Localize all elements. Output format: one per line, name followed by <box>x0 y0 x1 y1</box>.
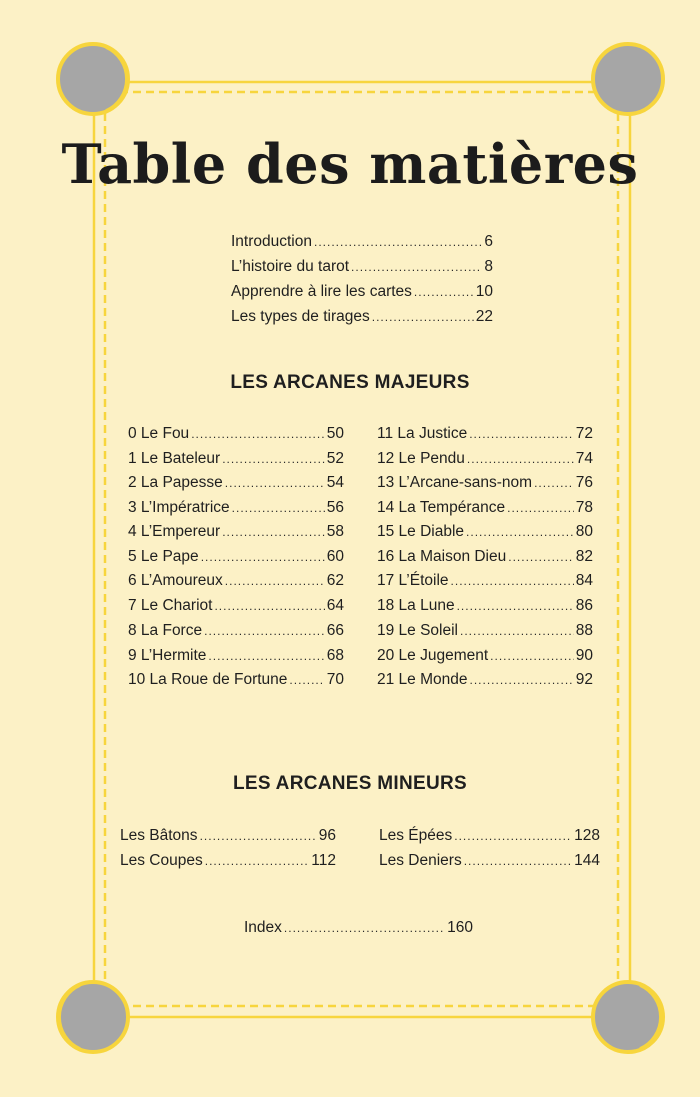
entry-page: 54 <box>326 474 344 491</box>
leader-dots <box>204 621 325 641</box>
moon-icon-bottom-right <box>593 982 663 1052</box>
leader-dots <box>191 424 325 444</box>
toc-entry-index[interactable] <box>244 918 473 938</box>
entry-label: 8 La Force <box>128 622 203 639</box>
entry-label: 0 Le Fou <box>128 425 190 442</box>
entry-label: 6 L’Amoureux <box>128 572 223 589</box>
entry-label: 4 L’Empereur <box>128 523 221 540</box>
entry-label: Introduction <box>231 233 312 250</box>
entry-page: 22 <box>475 308 493 325</box>
toc-entry-majeur[interactable] <box>377 522 593 542</box>
moon-icon-top-left <box>58 44 128 114</box>
toc-entry-majeur[interactable] <box>377 670 593 690</box>
toc-entry-majeur[interactable] <box>128 473 344 493</box>
entry-label: 12 Le Pendu <box>377 450 465 467</box>
leader-dots <box>469 424 574 444</box>
leader-dots <box>534 473 574 493</box>
toc-entry-majeur[interactable] <box>128 670 344 690</box>
entry-page: 50 <box>326 425 344 442</box>
section-heading-mineurs: LES ARCANES MINEURS <box>232 773 468 794</box>
entry-label: Les Bâtons <box>120 827 198 844</box>
toc-entry-majeur[interactable] <box>128 621 344 641</box>
toc-entry-majeur[interactable] <box>128 646 344 666</box>
entry-page: 62 <box>326 572 344 589</box>
leader-dots <box>222 522 325 542</box>
entry-page: 10 <box>475 283 493 300</box>
page-title: Table des matières <box>61 132 639 196</box>
entry-label: 11 La Justice <box>377 425 468 442</box>
entry-page: 92 <box>575 671 593 688</box>
leader-dots <box>225 473 325 493</box>
entry-page: 76 <box>575 474 593 491</box>
leader-dots <box>208 646 324 666</box>
toc-entry-histoire[interactable] <box>231 257 493 277</box>
entry-label: 3 L’Impératrice <box>128 499 230 516</box>
toc-entry-majeur[interactable] <box>128 424 344 444</box>
toc-entry-majeur[interactable] <box>377 571 593 591</box>
entry-page: 88 <box>575 622 593 639</box>
leader-dots <box>289 670 324 690</box>
entry-label: 14 La Tempérance <box>377 499 506 516</box>
leader-dots <box>507 498 574 518</box>
entry-page: 66 <box>326 622 344 639</box>
entry-label: 2 La Papesse <box>128 474 223 491</box>
toc-entry-introduction[interactable] <box>231 232 493 252</box>
leader-dots <box>214 596 324 616</box>
entry-page: 96 <box>318 827 336 844</box>
entry-label: 19 Le Soleil <box>377 622 459 639</box>
toc-entry-majeur[interactable] <box>377 547 593 567</box>
leader-dots <box>460 621 574 641</box>
entry-label: Les types de tirages <box>231 308 370 325</box>
leader-dots <box>205 851 310 871</box>
leader-dots <box>470 670 574 690</box>
leader-dots <box>351 257 482 277</box>
toc-entry-majeur[interactable] <box>128 449 344 469</box>
entry-page: 144 <box>574 852 600 869</box>
leader-dots <box>454 826 572 846</box>
toc-entry-majeur[interactable] <box>377 424 593 444</box>
section-heading-majeurs: LES ARCANES MAJEURS <box>230 372 470 393</box>
entry-page: 128 <box>574 827 600 844</box>
entry-label: 7 Le Chariot <box>128 597 213 614</box>
leader-dots <box>414 282 474 302</box>
entry-label: Les Épées <box>379 827 453 844</box>
entry-page: 82 <box>575 548 593 565</box>
toc-entry-mineur[interactable] <box>120 826 336 846</box>
toc-entry-mineur[interactable] <box>379 851 600 871</box>
leader-dots <box>467 449 574 469</box>
leader-dots <box>222 449 325 469</box>
entry-label: 9 L’Hermite <box>128 647 207 664</box>
leader-dots <box>451 571 574 591</box>
toc-entry-majeur[interactable] <box>128 498 344 518</box>
entry-page: 68 <box>326 647 344 664</box>
toc-entry-majeur[interactable] <box>377 498 593 518</box>
leader-dots <box>508 547 574 567</box>
entry-page: 60 <box>326 548 344 565</box>
toc-entry-apprendre[interactable] <box>231 282 493 302</box>
moon-icon-bottom-left <box>58 982 128 1052</box>
entry-label: Les Deniers <box>379 852 462 869</box>
entry-label: Index <box>244 919 282 936</box>
entry-label: L’histoire du tarot <box>231 258 350 275</box>
entry-page: 56 <box>326 499 344 516</box>
entry-label: Apprendre à lire les cartes <box>231 283 412 300</box>
entry-page: 64 <box>326 597 344 614</box>
entry-label: 20 Le Jugement <box>377 647 489 664</box>
leader-dots <box>372 307 474 327</box>
entry-label: 10 La Roue de Fortune <box>128 671 288 688</box>
entry-label: 1 Le Bateleur <box>128 450 221 467</box>
leader-dots <box>457 596 574 616</box>
entry-label: 17 L’Étoile <box>377 572 449 589</box>
toc-entry-mineur[interactable] <box>120 851 336 871</box>
leader-dots <box>200 826 317 846</box>
entry-label: 5 Le Pape <box>128 548 199 565</box>
leader-dots <box>232 498 325 518</box>
entry-label: 13 L’Arcane-sans-nom <box>377 474 533 491</box>
leader-dots <box>466 522 574 542</box>
entry-label: Les Coupes <box>120 852 203 869</box>
leader-dots <box>225 571 325 591</box>
entry-page: 8 <box>484 258 493 275</box>
toc-entry-majeur[interactable] <box>377 473 593 493</box>
leader-dots <box>201 547 325 567</box>
toc-entry-majeur[interactable] <box>128 547 344 567</box>
moon-icon-top-right <box>593 44 663 114</box>
entry-page: 6 <box>484 233 493 250</box>
leader-dots <box>464 851 572 871</box>
entry-page: 78 <box>575 499 593 516</box>
entry-label: 21 Le Monde <box>377 671 468 688</box>
toc-entry-mineur[interactable] <box>379 826 600 846</box>
entry-label: 18 La Lune <box>377 597 455 614</box>
toc-entry-tirages[interactable] <box>231 307 493 327</box>
leader-dots <box>314 232 482 252</box>
entry-page: 86 <box>575 597 593 614</box>
toc-entry-majeur[interactable] <box>128 596 344 616</box>
entry-page: 58 <box>326 523 344 540</box>
entry-page: 80 <box>575 523 593 540</box>
entry-page: 52 <box>326 450 344 467</box>
entry-page: 160 <box>447 919 473 936</box>
entry-label: 15 Le Diable <box>377 523 465 540</box>
entry-page: 90 <box>575 647 593 664</box>
entry-page: 74 <box>575 450 593 467</box>
entry-page: 70 <box>326 671 344 688</box>
toc-entry-majeur[interactable] <box>377 621 593 641</box>
entry-page: 72 <box>575 425 593 442</box>
entry-page: 112 <box>311 852 336 869</box>
toc-entry-majeur[interactable] <box>377 596 593 616</box>
toc-entry-majeur[interactable] <box>128 522 344 542</box>
toc-entry-majeur[interactable] <box>377 646 593 666</box>
toc-entry-majeur[interactable] <box>377 449 593 469</box>
entry-label: 16 La Maison Dieu <box>377 548 507 565</box>
leader-dots <box>490 646 574 666</box>
toc-entry-majeur[interactable] <box>128 571 344 591</box>
leader-dots <box>284 918 445 938</box>
entry-page: 84 <box>575 572 593 589</box>
